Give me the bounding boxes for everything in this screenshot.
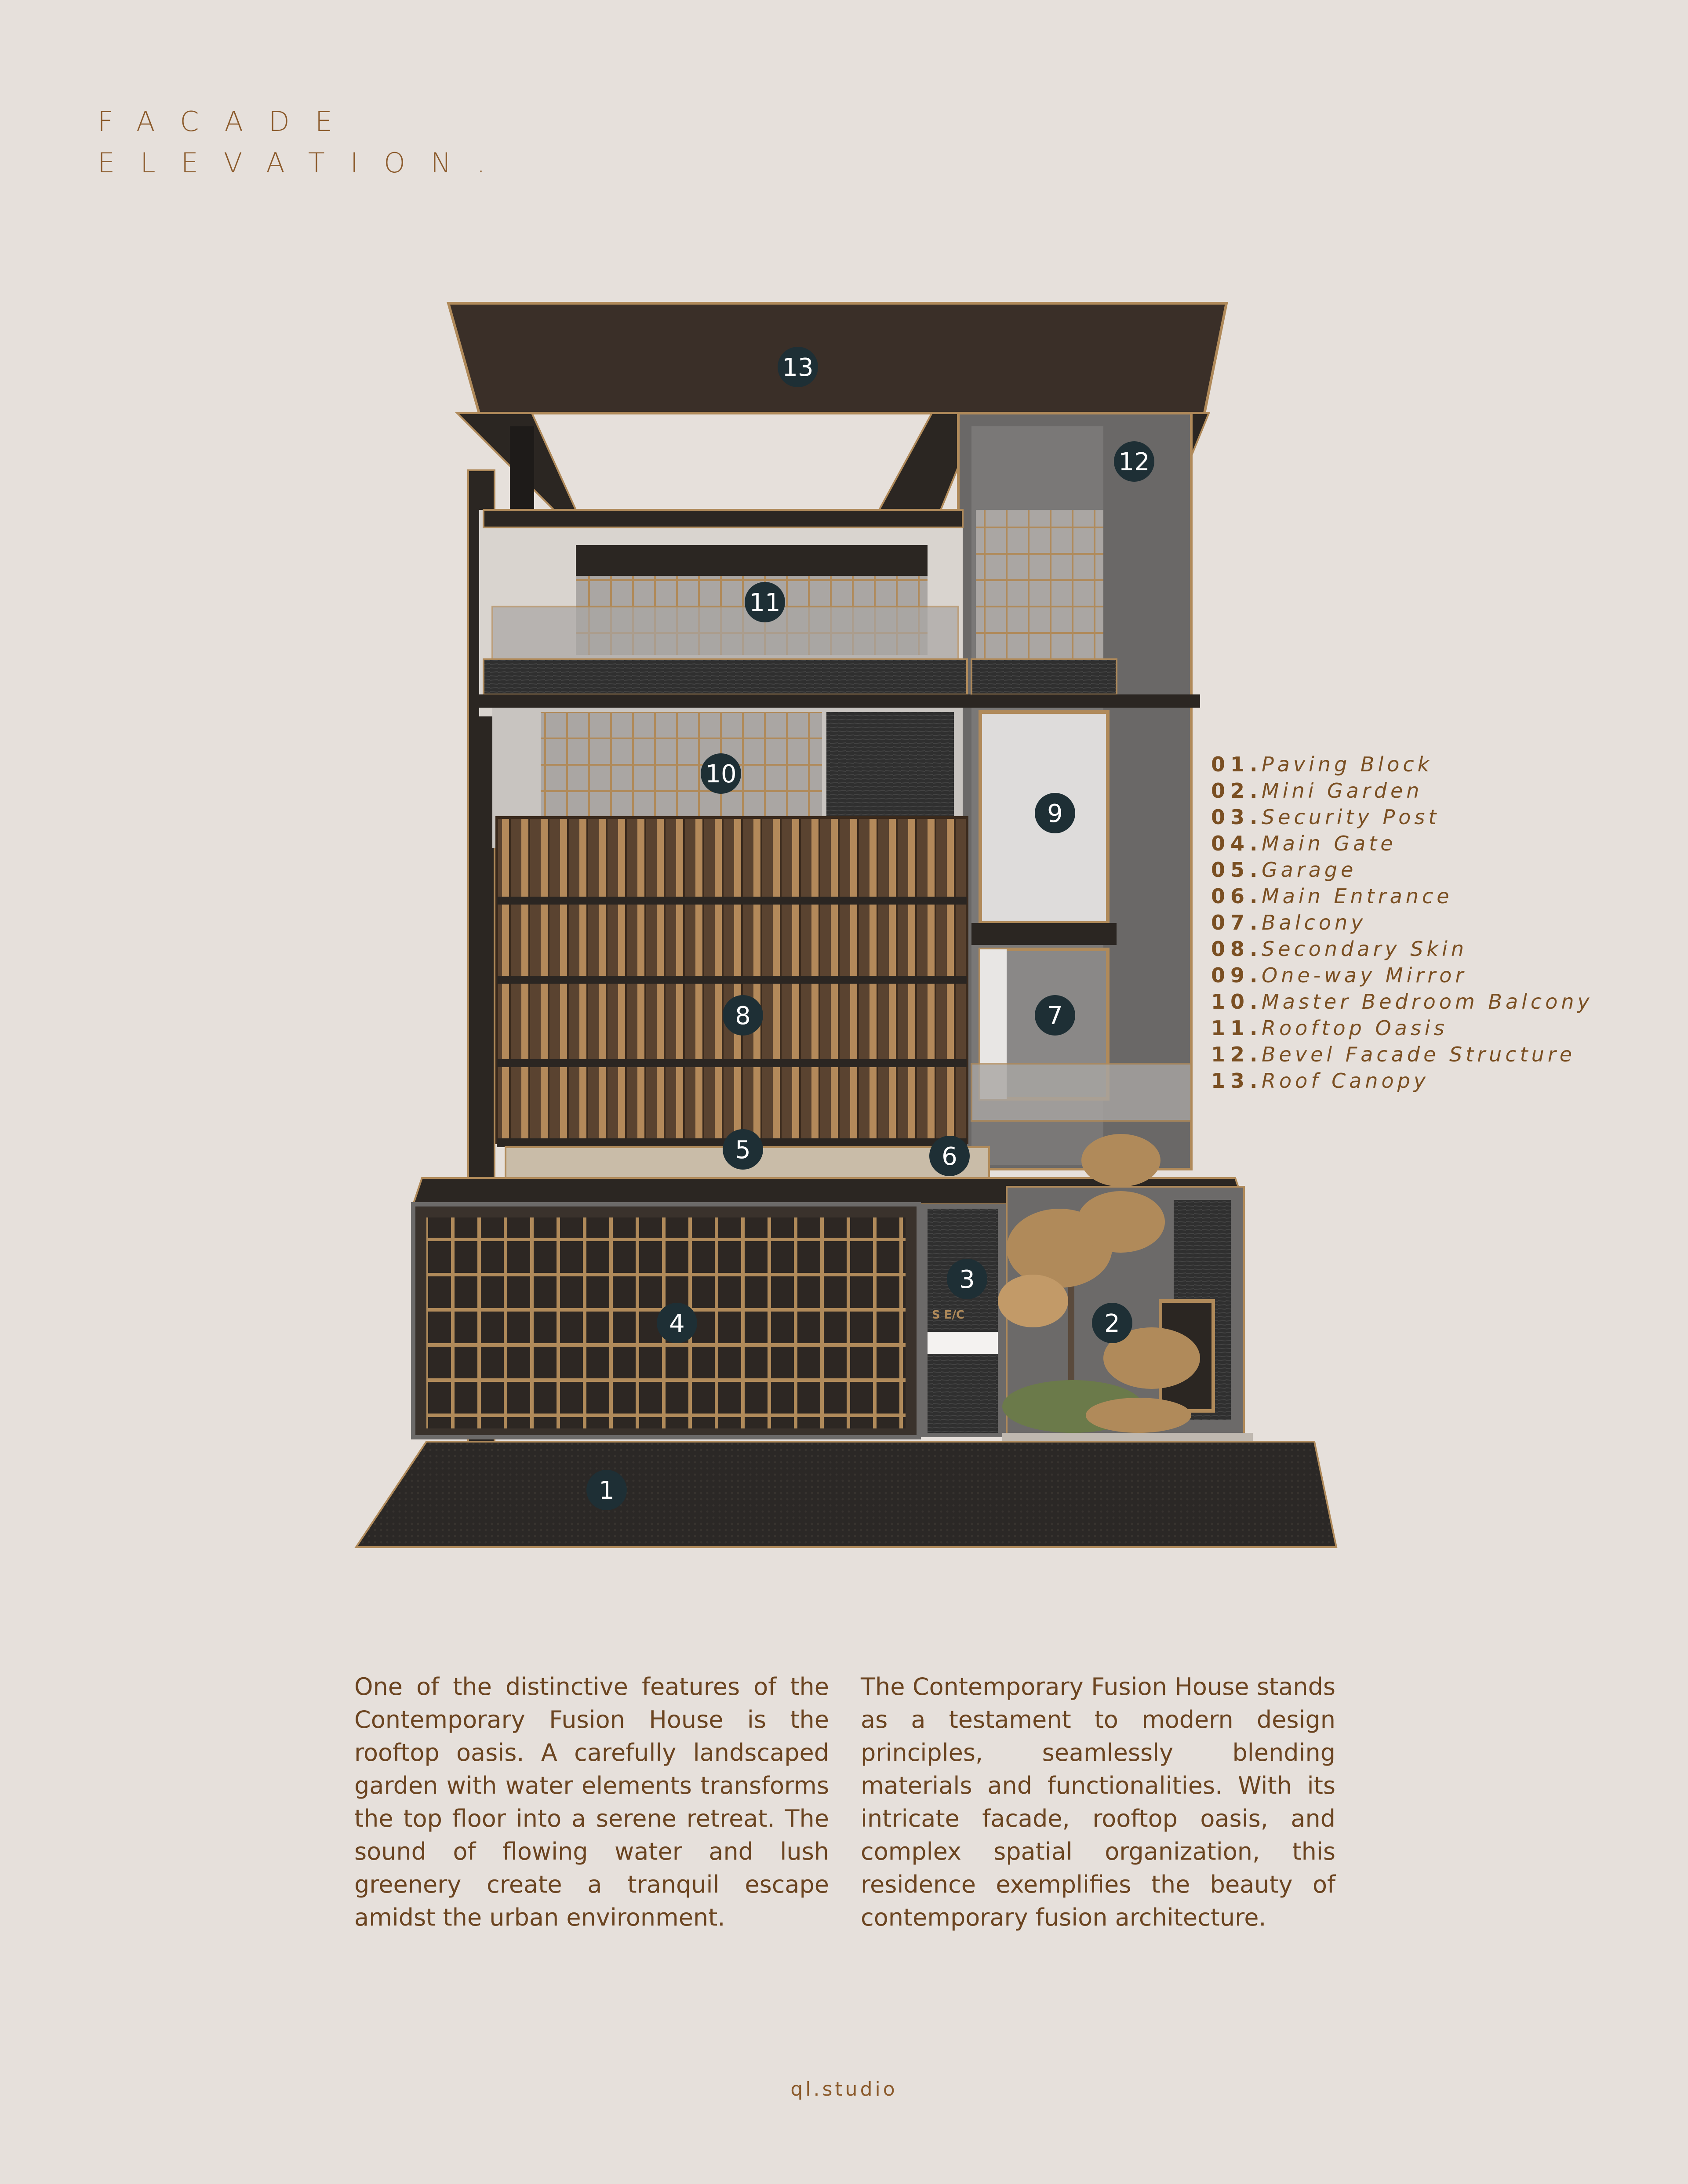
studio-credit: ql.studio: [790, 2078, 898, 2100]
legend-number: 08.: [1211, 937, 1263, 961]
legend-item: [1211, 1069, 1593, 1095]
marker-label: 7: [1047, 1002, 1063, 1030]
description-left: One of the distinctive features of the Contemporary Fusion House is the rooftop oasis. A carefully landscaped garden with water elements transforms the top floor into a serene retreat. The sound of flowing water and lush greenery create a tranquil escape amidst the urban environment.: [354, 1673, 829, 1931]
legend-item: [1211, 990, 1593, 1016]
legend-number: 01.: [1211, 752, 1263, 776]
marker-label: 13: [782, 353, 814, 382]
marker-11: [745, 582, 785, 622]
legend-number: 04.: [1211, 832, 1263, 855]
legend-label: Main Entrance: [1262, 884, 1453, 908]
title-line-2: ELEVATION.: [98, 147, 511, 179]
title-line-1: FACADE: [98, 105, 358, 138]
legend-label: Master Bedroom Balcony: [1262, 990, 1593, 1014]
legend-item: [1211, 779, 1593, 805]
legend-number: 07.: [1211, 911, 1263, 934]
page-title: [98, 101, 511, 184]
marker-label: 3: [959, 1265, 975, 1294]
legend-label: Mini Garden: [1262, 779, 1423, 803]
legend-item: [1211, 752, 1593, 779]
legend-item: [1211, 805, 1593, 832]
legend-number: 02.: [1211, 779, 1263, 803]
legend-number: 13.: [1211, 1069, 1263, 1093]
legend-item: [1211, 1043, 1593, 1069]
legend-number: 06.: [1211, 884, 1263, 908]
marker-8: [723, 995, 763, 1036]
marker-7: [1035, 995, 1075, 1036]
legend-label: Balcony: [1262, 911, 1367, 934]
legend: [1211, 752, 1593, 1095]
marker-label: 5: [735, 1136, 751, 1164]
legend-label: Garage: [1262, 858, 1357, 882]
legend-number: 11.: [1211, 1016, 1263, 1040]
legend-number: 12.: [1211, 1043, 1263, 1066]
facade-elevation-drawing: [347, 290, 1350, 1556]
legend-label: One-way Mirror: [1262, 963, 1467, 987]
marker-4: [657, 1303, 697, 1343]
legend-item: [1211, 884, 1593, 911]
security-post-sign: S E/C: [932, 1308, 965, 1322]
marker-label: 6: [942, 1142, 957, 1171]
marker-label: 9: [1047, 799, 1063, 828]
legend-label: Security Post: [1262, 805, 1440, 829]
legend-item: [1211, 858, 1593, 884]
legend-label: Main Gate: [1262, 832, 1397, 855]
security-post: [919, 1204, 1007, 1437]
legend-item: [1211, 1016, 1593, 1043]
marker-6: [929, 1136, 970, 1176]
marker-1: [586, 1470, 627, 1510]
legend-label: Paving Block: [1262, 752, 1433, 776]
marker-12: [1114, 441, 1154, 482]
marker-5: [723, 1129, 763, 1170]
legend-number: 09.: [1211, 963, 1263, 987]
marker-13: [778, 347, 818, 387]
legend-label: Roof Canopy: [1262, 1069, 1430, 1093]
marker-9: [1035, 793, 1075, 833]
marker-label: 8: [735, 1002, 751, 1030]
legend-number: 05.: [1211, 858, 1263, 882]
description-right: The Contemporary Fusion House stands as a testament to modern design principles, seamlessly blending materials and functionalities. With its intricate facade, rooftop oasis, and complex spatial organization, this residence exemplifies the beauty of contemporary fusion architecture.: [861, 1673, 1335, 1931]
rooftop-oasis: [479, 510, 1200, 716]
marker-label: 1: [599, 1476, 615, 1505]
legend-label: Secondary Skin: [1262, 937, 1468, 961]
secondary-skin: [497, 818, 967, 1147]
legend-item: [1211, 832, 1593, 858]
marker-label: 12: [1118, 448, 1150, 476]
marker-10: [701, 753, 741, 794]
marker-label: 2: [1104, 1309, 1120, 1338]
marker-label: 11: [749, 589, 781, 617]
legend-number: 03.: [1211, 805, 1263, 829]
legend-item: [1211, 911, 1593, 937]
marker-label: 10: [705, 760, 737, 789]
paving-block: [356, 1442, 1336, 1547]
legend-label: Bevel Facade Structure: [1262, 1043, 1576, 1066]
marker-3: [947, 1259, 987, 1299]
legend-label: Rooftop Oasis: [1262, 1016, 1448, 1040]
marker-2: [1092, 1303, 1132, 1343]
legend-number: 10.: [1211, 990, 1263, 1014]
legend-item: [1211, 963, 1593, 990]
marker-label: 4: [669, 1309, 685, 1338]
legend-item: [1211, 937, 1593, 963]
